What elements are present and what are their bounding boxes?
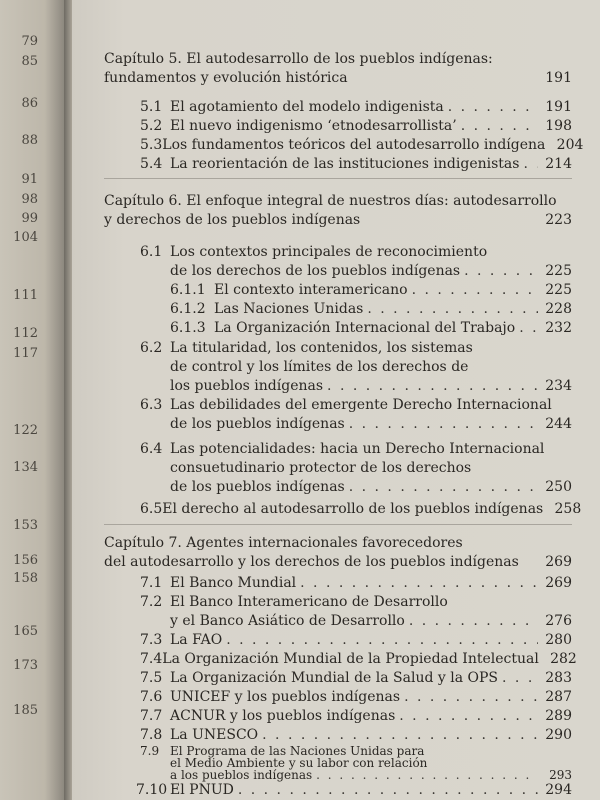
chapter-6-title xyxy=(104,192,572,230)
entry-page: 232 xyxy=(545,320,572,336)
entry-page: 244 xyxy=(545,416,572,432)
left-page-number: 158 xyxy=(13,571,38,586)
toc-entry-7-6 xyxy=(140,688,572,707)
entry-title: Los contextos principales de reconocimiento xyxy=(170,244,488,260)
toc-entry-7-10 xyxy=(136,781,572,800)
chapter-7-title xyxy=(104,534,572,572)
entry-title: a los pueblos indígenas xyxy=(170,768,313,782)
toc-entry-7-3 xyxy=(140,631,572,650)
entry-title: El derecho al autodesarrollo de los pueblos indígenas xyxy=(162,501,544,517)
left-page-number: 165 xyxy=(13,624,38,639)
left-page-number: 153 xyxy=(13,518,38,533)
entry-page: 280 xyxy=(545,632,572,648)
entry-page: 198 xyxy=(545,118,572,134)
chapter-title-line: del autodesarrollo y los derechos de los pueblos indígenas xyxy=(104,554,519,570)
chapter-page-number: 269 xyxy=(545,554,572,570)
entry-number: 6.5 xyxy=(140,501,163,517)
toc-entry-6-1-3 xyxy=(170,319,572,338)
toc-entry-6-2 xyxy=(140,339,572,396)
entry-title: de los pueblos indígenas xyxy=(170,416,345,432)
left-page-number: 156 xyxy=(13,553,38,568)
entry-title: La reorientación de las instituciones indigenistas xyxy=(170,156,520,172)
entry-title: Las debilidades del emergente Derecho Internacional xyxy=(170,397,552,413)
entry-title: El PNUD xyxy=(170,782,234,798)
left-page-number: 79 xyxy=(21,34,38,49)
entry-title: de control y los límites de los derechos de xyxy=(170,359,469,375)
entry-title: los pueblos indígenas xyxy=(170,378,324,394)
entry-page: 283 xyxy=(545,670,572,686)
entry-title: El agotamiento del modelo indigenista xyxy=(170,99,444,115)
toc-entry-5-3 xyxy=(140,136,584,155)
entry-title: el Medio Ambiente y su labor con relación xyxy=(170,756,428,770)
left-page-number: 122 xyxy=(13,423,38,438)
entry-page: 234 xyxy=(545,378,572,394)
entry-title: consuetudinario protector de los derechos xyxy=(170,460,472,476)
entry-page: 290 xyxy=(545,727,572,743)
entry-title: de los derechos de los pueblos indígenas xyxy=(170,263,461,279)
entry-number: 6.4 xyxy=(140,441,163,457)
entry-page: 191 xyxy=(545,99,572,115)
chapter-title-line: Capítulo 5. El autodesarrollo de los pueblos indígenas: xyxy=(104,51,493,67)
toc-entry-7-9-line3 xyxy=(140,769,572,781)
toc-entry-7-1 xyxy=(140,574,572,593)
toc-entry-5-4 xyxy=(140,155,572,174)
left-page-number: 173 xyxy=(13,658,38,673)
chapter-title-line: y derechos de los pueblos indígenas xyxy=(104,212,361,228)
entry-title: El Banco Interamericano de Desarrollo xyxy=(170,594,448,610)
entry-title: La FAO xyxy=(170,632,223,648)
entry-title: La Organización Mundial de la Salud y la OPS xyxy=(170,670,499,686)
left-page-number: 111 xyxy=(13,288,38,303)
entry-title: El Programa de las Naciones Unidas para xyxy=(170,744,425,758)
entry-page: 225 xyxy=(545,263,572,279)
chapter-5-title xyxy=(104,50,572,88)
entry-title: ACNUR y los pueblos indígenas xyxy=(170,708,396,724)
chapter-title-line: fundamentos y evolución histórica xyxy=(104,70,348,86)
toc-entry-6-1 xyxy=(140,243,572,281)
entry-title: de los pueblos indígenas xyxy=(170,479,345,495)
entry-number: 6.1.1 xyxy=(170,282,206,298)
entry-page: 282 xyxy=(550,651,577,667)
entry-page: 293 xyxy=(549,768,572,782)
entry-title: El nuevo indigenismo ‘etnodesarrollista’ xyxy=(170,118,457,134)
entry-title: La titularidad, los contenidos, los sistemas xyxy=(170,340,473,356)
section-divider xyxy=(104,178,572,179)
entry-number: 5.3 xyxy=(140,137,163,153)
entry-title: La Organización Mundial de la Propiedad Intelectual xyxy=(162,651,539,667)
toc-entry-6-1-1 xyxy=(170,281,572,300)
chapter-title-line: Capítulo 6. El enfoque integral de nuestros días: autodesarrollo xyxy=(104,193,557,209)
entry-page: 294 xyxy=(545,782,572,798)
left-page-number: 112 xyxy=(13,326,38,341)
toc-entry-7-7 xyxy=(140,707,572,726)
entry-number: 7.8 xyxy=(140,727,163,743)
entry-number: 5.2 xyxy=(140,118,163,134)
left-page-margin xyxy=(0,0,64,800)
entry-page: 258 xyxy=(554,501,582,517)
entry-number: 5.1 xyxy=(140,99,163,115)
toc-entry-7-2 xyxy=(140,593,572,631)
toc-entry-7-8 xyxy=(140,726,572,745)
entry-page: 228 xyxy=(545,301,572,317)
section-divider xyxy=(104,524,572,525)
toc-entry-6-1-2 xyxy=(170,300,572,319)
toc-entry-7-9 xyxy=(140,745,572,769)
entry-title: Las Naciones Unidas xyxy=(214,301,364,317)
entry-page: 250 xyxy=(545,479,572,495)
left-page-number: 86 xyxy=(21,96,38,111)
left-page-number: 134 xyxy=(13,460,38,475)
entry-number: 6.1.2 xyxy=(170,301,206,317)
entry-number: 7.9 xyxy=(140,744,160,758)
entry-title: UNICEF y los pueblos indígenas xyxy=(170,689,401,705)
left-page-number: 91 xyxy=(21,172,38,187)
entry-number: 6.1 xyxy=(140,244,163,260)
entry-number: 7.2 xyxy=(140,594,163,610)
entry-title: El Banco Mundial xyxy=(170,575,297,591)
chapter-page-number: 223 xyxy=(545,212,572,228)
book-gutter xyxy=(64,0,72,800)
entry-number: 6.1.3 xyxy=(170,320,206,336)
entry-title: La UNESCO xyxy=(170,727,259,743)
left-page-number: 88 xyxy=(21,133,38,148)
entry-title: El contexto interamericano xyxy=(214,282,408,298)
toc-entry-5-2 xyxy=(140,117,572,136)
toc-entry-6-5 xyxy=(140,500,582,519)
left-page-number: 117 xyxy=(13,346,38,361)
entry-number: 7.1 xyxy=(140,575,163,591)
toc-entry-6-3 xyxy=(140,396,572,434)
toc-entry-6-4 xyxy=(140,440,572,497)
left-page-number: 185 xyxy=(13,703,38,718)
left-page-number: 98 xyxy=(21,192,38,207)
toc-entry-7-4 xyxy=(140,650,577,669)
entry-title: Los fundamentos teóricos del autodesarrollo indígena xyxy=(162,137,546,153)
entry-number: 6.2 xyxy=(140,340,163,356)
entry-number: 6.3 xyxy=(140,397,163,413)
entry-page: 214 xyxy=(545,156,572,172)
entry-number: 7.10 xyxy=(136,782,168,798)
entry-title: y el Banco Asiático de Desarrollo xyxy=(170,613,405,629)
toc-entry-5-1 xyxy=(140,98,572,117)
entry-page: 204 xyxy=(556,137,584,153)
entry-page: 276 xyxy=(545,613,572,629)
chapter-page-number: 191 xyxy=(545,70,572,86)
entry-number: 5.4 xyxy=(140,156,163,172)
left-page-number: 104 xyxy=(13,230,38,245)
left-page-number: 99 xyxy=(21,211,38,226)
entry-page: 287 xyxy=(545,689,572,705)
entry-number: 7.6 xyxy=(140,689,163,705)
entry-number: 7.5 xyxy=(140,670,163,686)
entry-number: 7.7 xyxy=(140,708,163,724)
entry-title: La Organización Internacional del Trabajo xyxy=(214,320,516,336)
entry-page: 269 xyxy=(545,575,572,591)
entry-number: 7.4 xyxy=(140,651,163,667)
entry-page: 225 xyxy=(545,282,572,298)
entry-page: 289 xyxy=(545,708,572,724)
left-page-number: 85 xyxy=(21,54,38,69)
entry-title: Las potencialidades: hacia un Derecho Internacional xyxy=(170,441,545,457)
entry-number: 7.3 xyxy=(140,632,163,648)
toc-entry-7-5 xyxy=(140,669,572,688)
chapter-title-line: Capítulo 7. Agentes internacionales favorecedores xyxy=(104,535,463,551)
